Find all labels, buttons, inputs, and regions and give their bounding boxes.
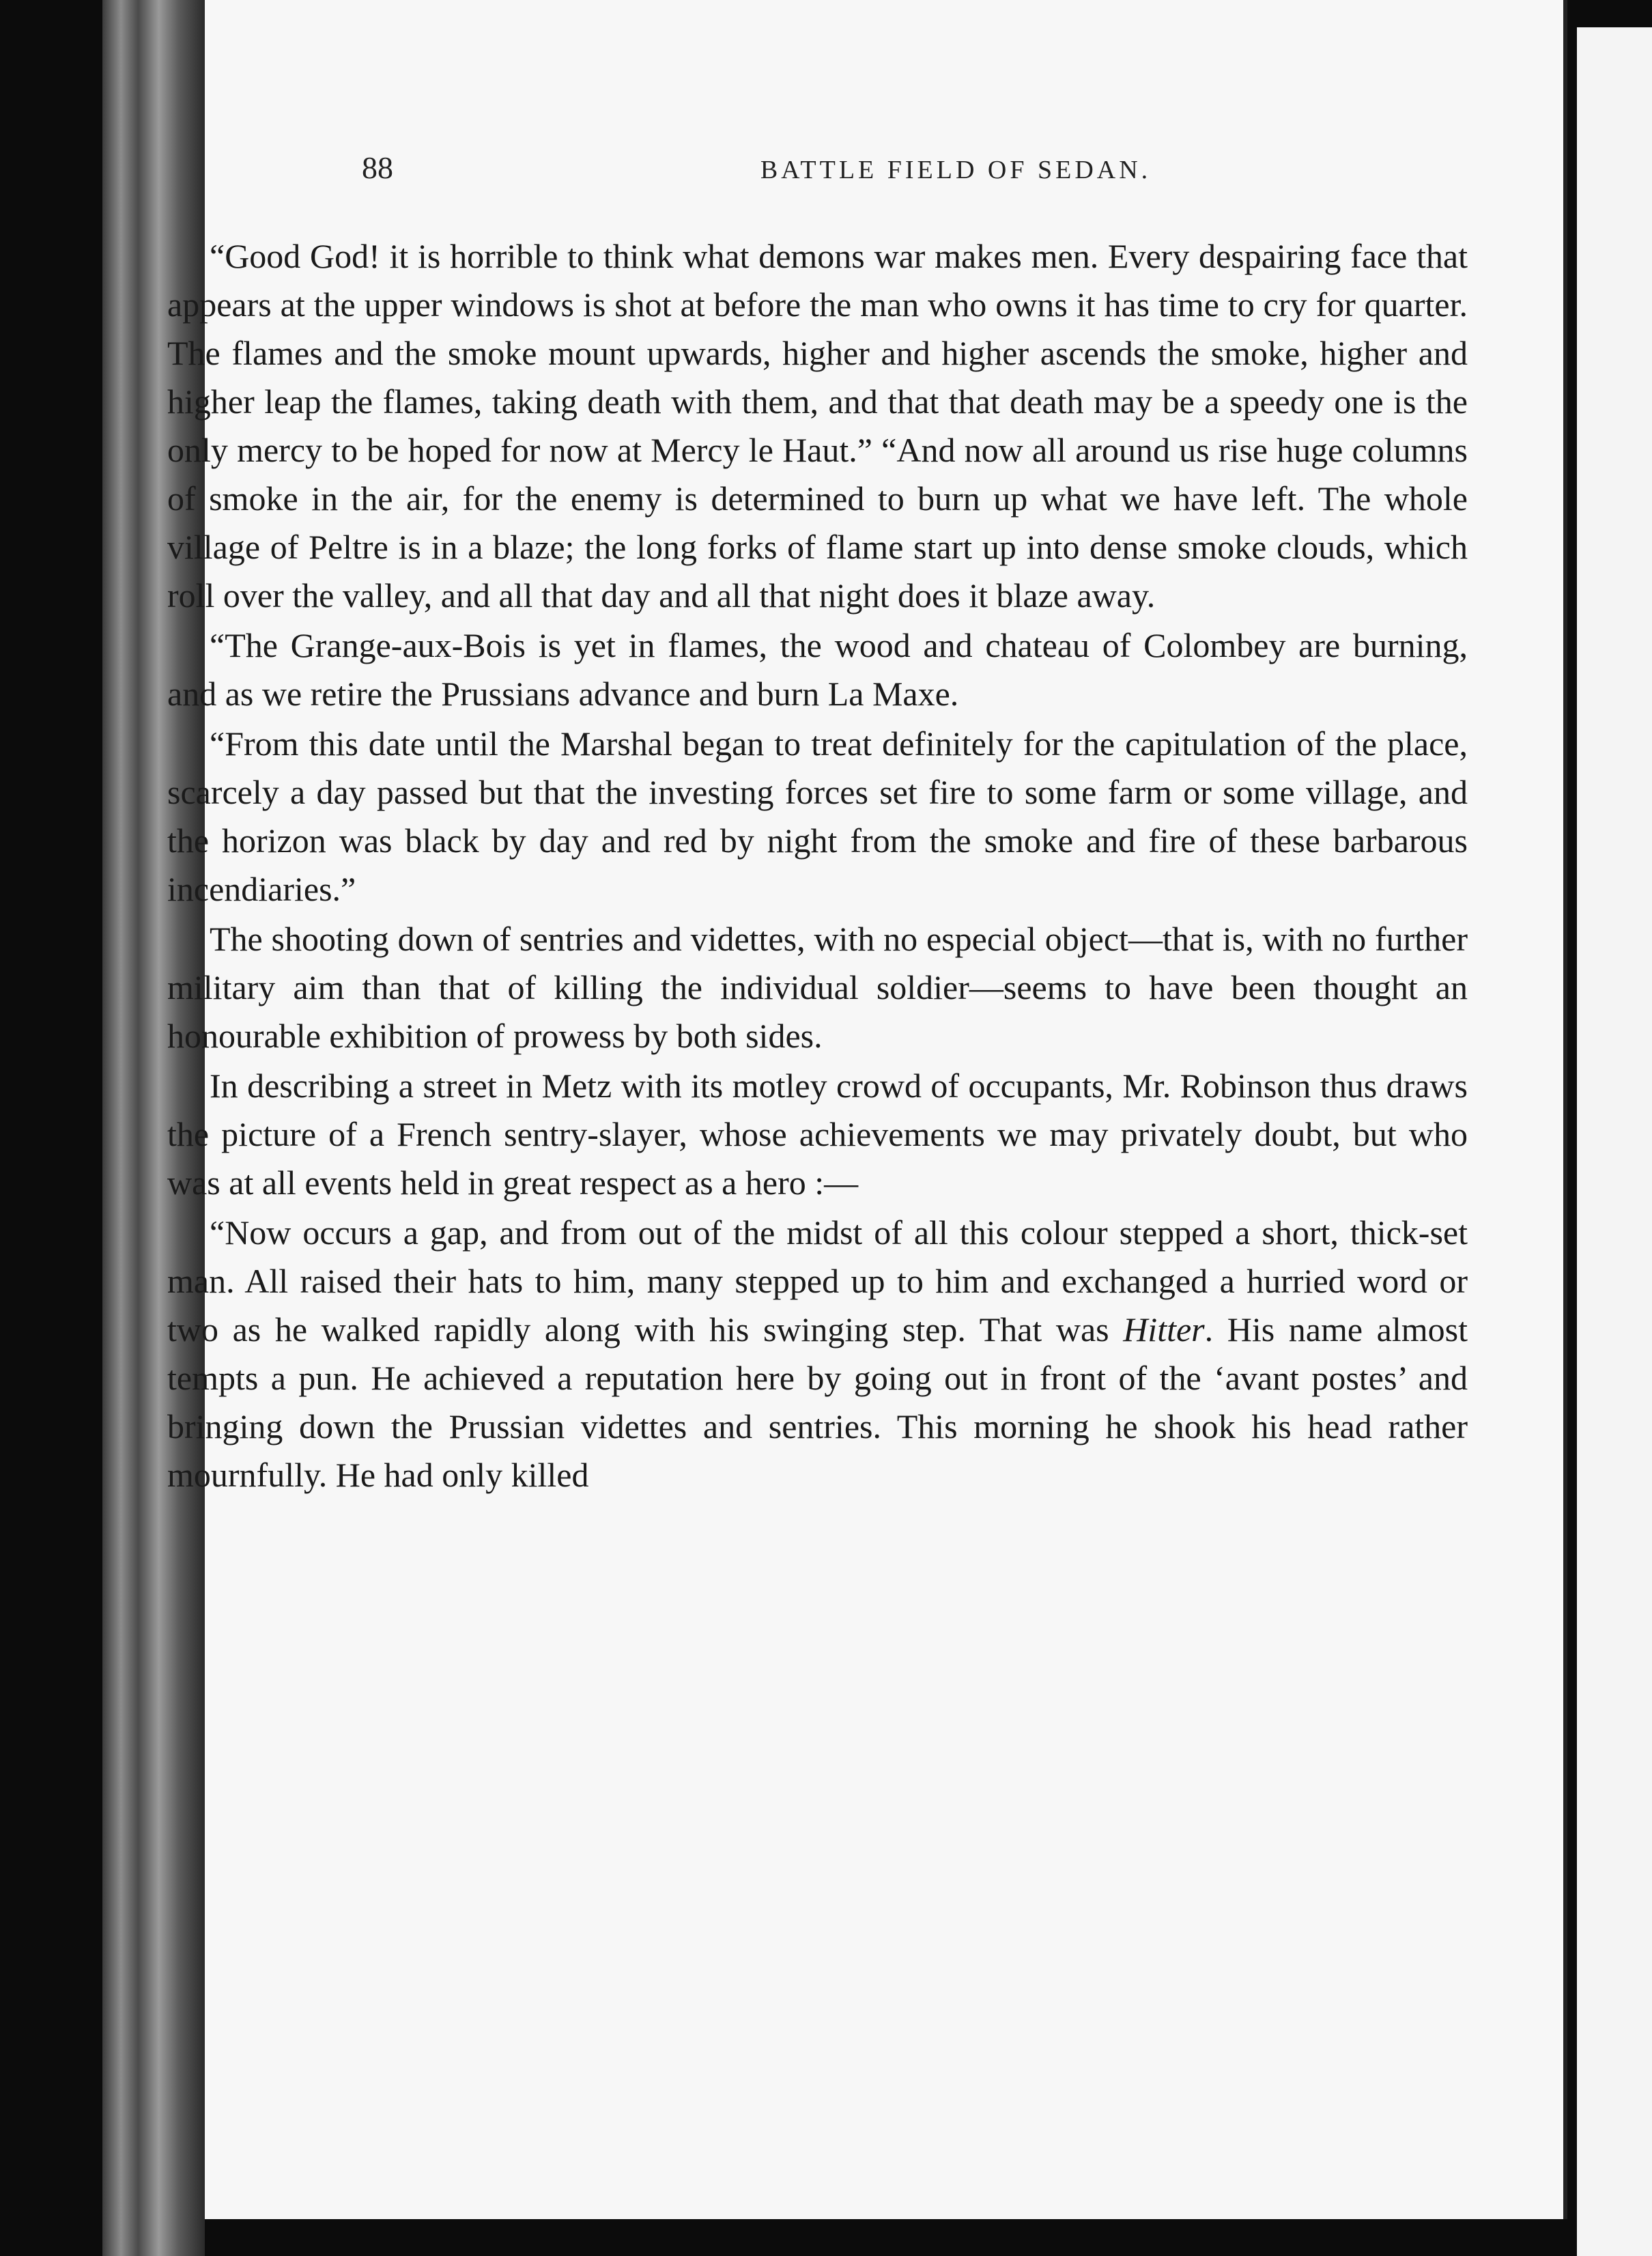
adjacent-page-edge — [1577, 27, 1652, 2256]
paragraph: “Good God! it is horrible to think what demons war makes men. Every despairing face that appears at the upper windows is shot at before the man who owns it has time to cry for quarter. The flames and the smoke mount upwards, higher and higher ascends the smoke, higher and higher leap the flames, taking death with them, and that that death may be a speedy one is the only mercy to be hoped for now at Mercy le Haut.” “And now all around us rise huge columns of smoke in the air, for the enemy is determined to burn up what we have left. The whole village of Peltre is in a blaze; the long forks of flame start up into dense smoke clouds, which roll over the valley, and all that day and all that night does it blaze away. — [167, 237, 1468, 615]
paragraph — [167, 1209, 1468, 1499]
paragraph: The shooting down of sentries and videttes, with no especial object—that is, with no further military aim than that of killing the individual soldier—seems to have been thought an honourable exhibition of prowess by both sides. — [167, 920, 1468, 1055]
page-text — [167, 232, 1468, 1499]
page-header — [362, 140, 1550, 195]
paragraph: “The Grange-aux-Bois is yet in flames, the wood and chateau of Colombey are burning, and as we retire the Prussians advance and burn La Maxe. — [167, 626, 1468, 713]
italic-name: Hitter — [1123, 1310, 1205, 1349]
paragraph: In describing a street in Metz with its motley crowd of occupants, Mr. Robinson thus draws the picture of a French sentry-slayer, whose achievements we may privately doubt, but who was at all events held in great respect as a hero :— — [167, 1067, 1468, 1202]
paragraph-text: . His name almost tempts a pun. He achieved a reputation here by going out in front of the ‘avant postes’ and bringing down the Prussian videttes and sentries. This morning he shook his head rather mournfully. He had only killed — [167, 1310, 1468, 1494]
paragraph-text: “Now occurs a gap, and from out of the midst of all this colour stepped a short, thick-set man. All raised their hats to him, many stepped up to him and exchanged a hurried word or two as he walked rapidly along with his swinging step. That was — [167, 1213, 1468, 1349]
page-number: 88 — [362, 150, 393, 185]
paragraph: “From this date until the Marshal began to treat definitely for the capitulation of the place, scarcely a day passed but that the investing forces set fire to some farm or some village, and the horizon was black by day and red by night from the smoke and fire of these barbarous incendiaries.” — [167, 724, 1468, 908]
running-title: BATTLE FIELD OF SEDAN. — [760, 156, 1152, 184]
